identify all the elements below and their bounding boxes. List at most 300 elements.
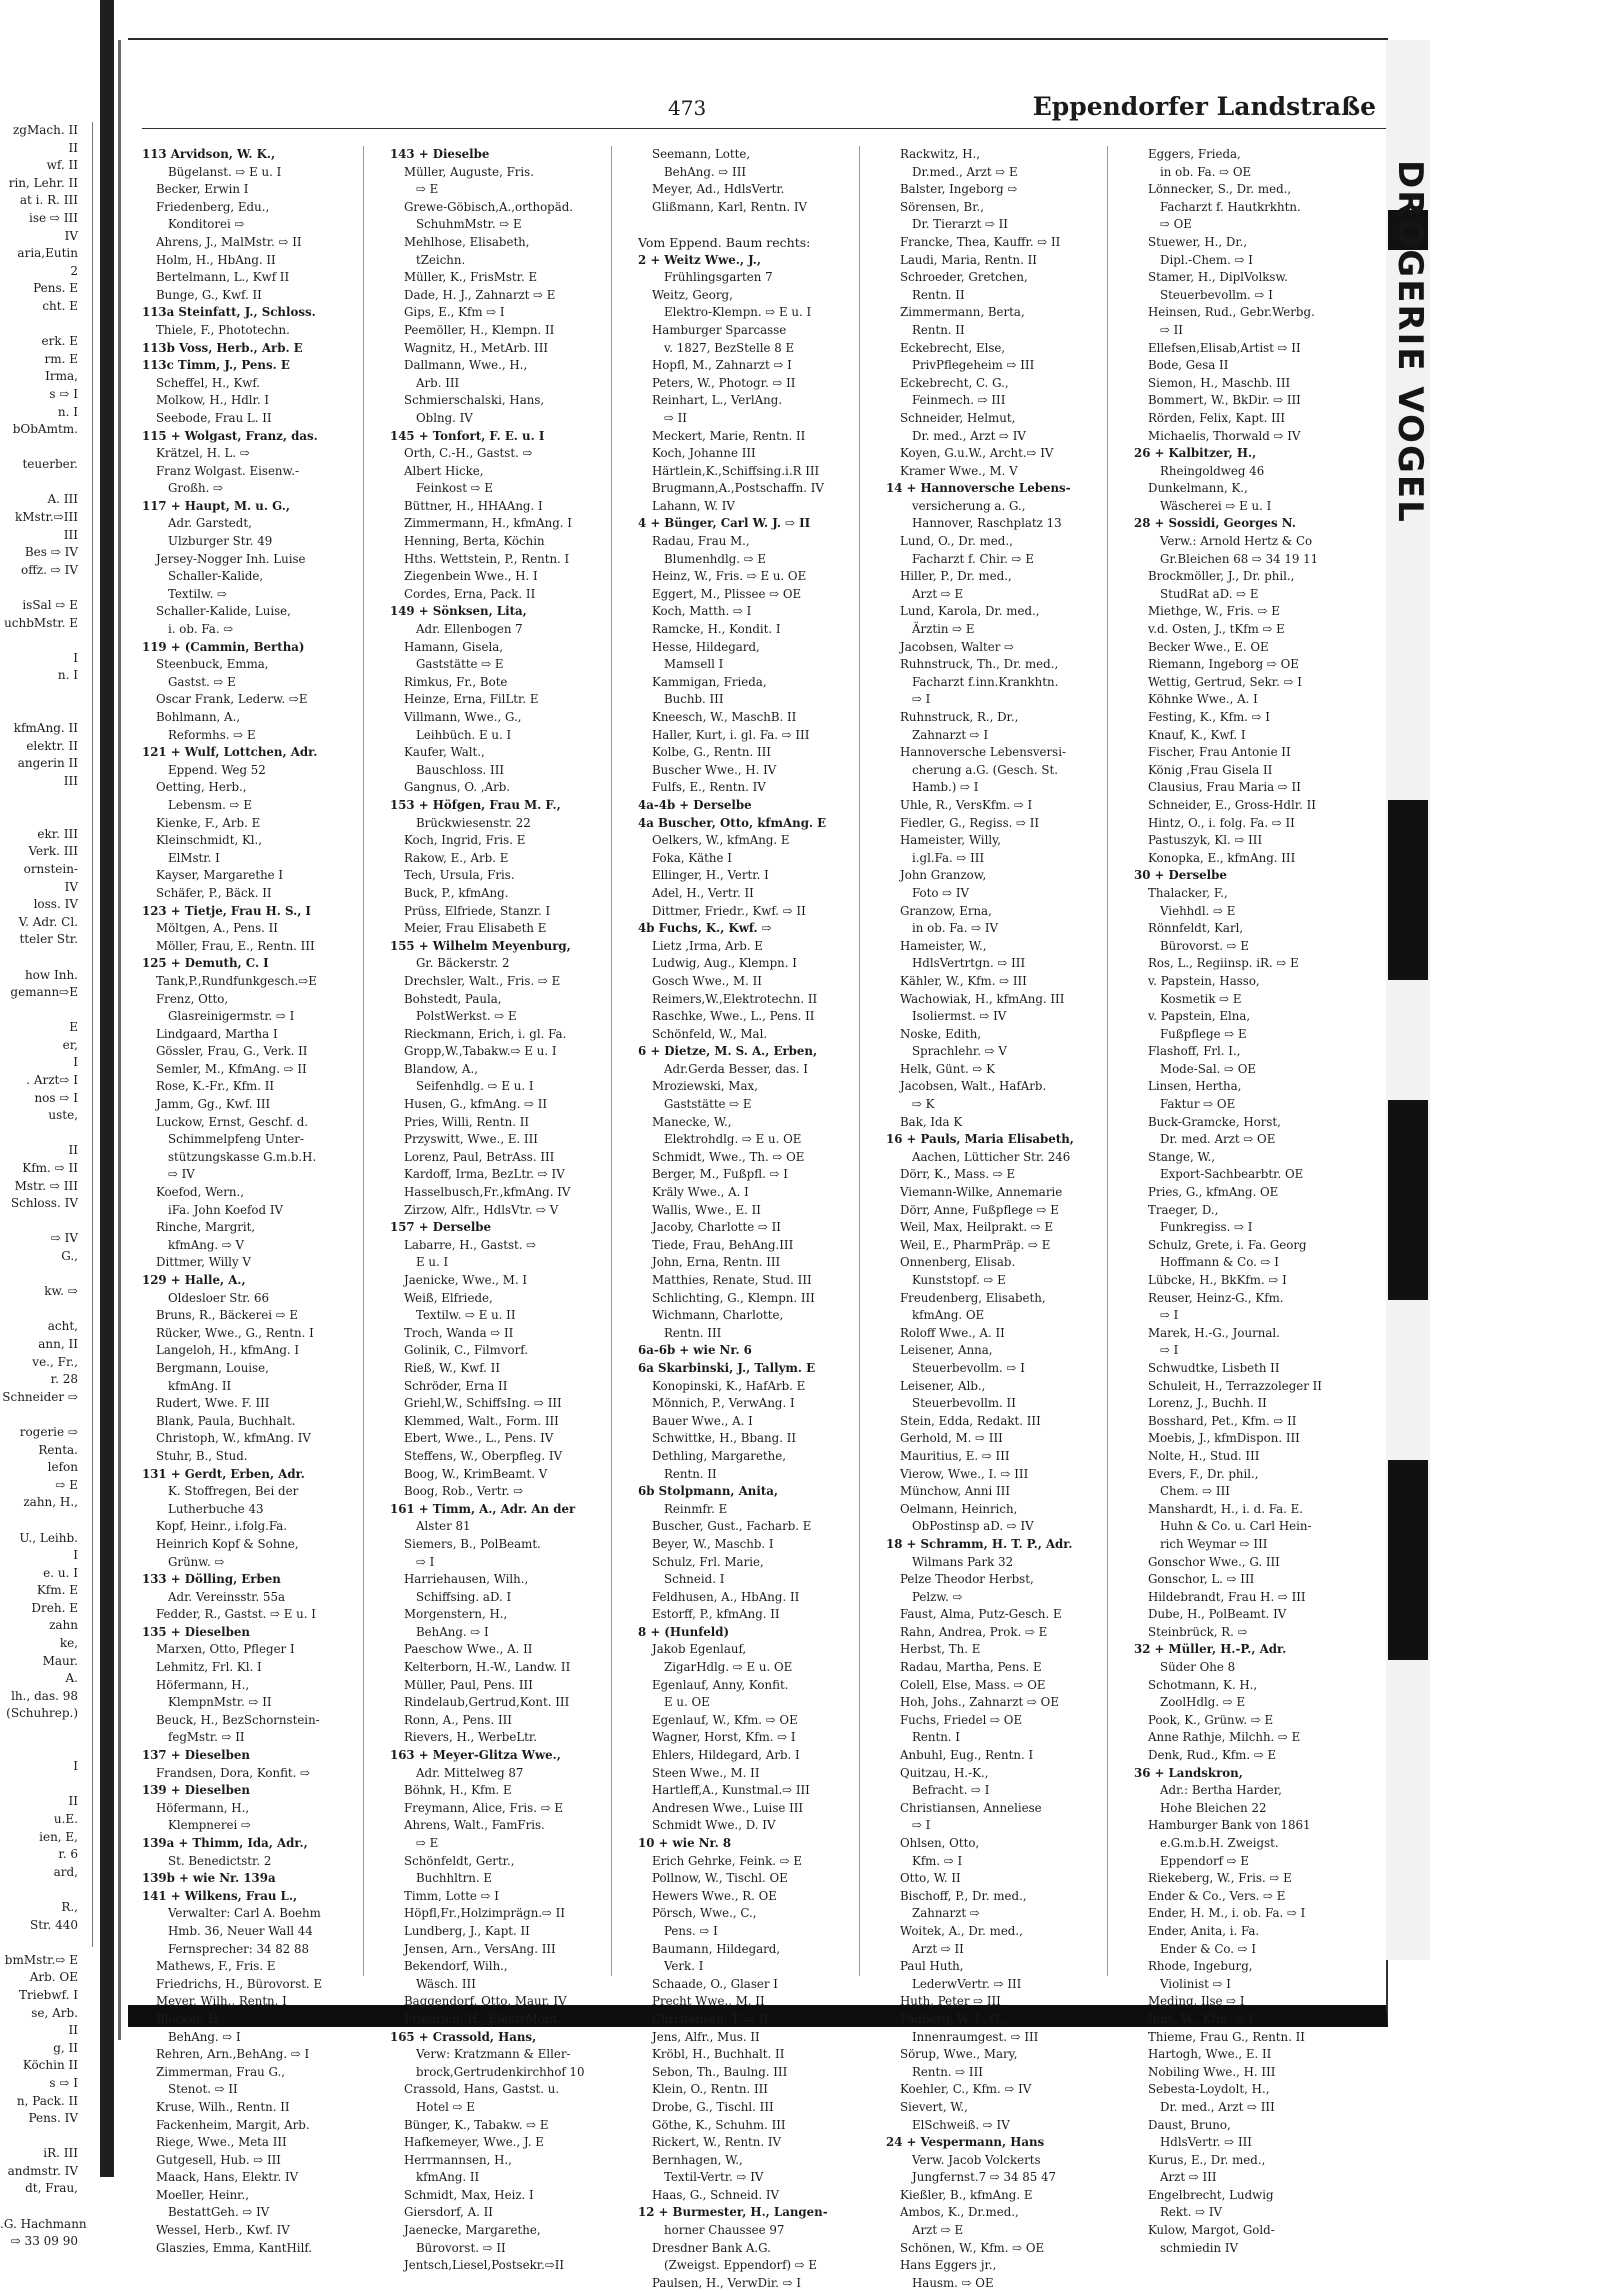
resident-entry: Ärztin ⇨ E xyxy=(912,622,975,637)
facing-page-line: zahn xyxy=(49,1618,78,1633)
facing-page-line: Renta. xyxy=(38,1442,78,1457)
facing-page-line xyxy=(0,1934,92,1952)
resident-entry: Buchhltrn. E xyxy=(416,1871,492,1886)
resident-entry: ⇨ I xyxy=(1160,1343,1179,1358)
house-number-entry: 10 + wie Nr. 8 xyxy=(638,1836,732,1850)
facing-page-line: nos ⇨ I xyxy=(34,1090,78,1105)
resident-entry: Meier, Frau Elisabeth E xyxy=(404,921,547,936)
resident-entry: Freymann, Alice, Fris. ⇨ E xyxy=(404,1800,563,1815)
resident-entry: Meding, Ilse ⇨ I xyxy=(1148,1994,1245,2009)
resident-entry: Andresen Wwe., Luise III xyxy=(652,1800,804,1815)
resident-entry: Schmidt, Max, Heiz. I xyxy=(404,2187,534,2202)
resident-entry: Bauschloss. III xyxy=(416,762,505,777)
resident-entry: Bruns, R., Bäckerei ⇨ E xyxy=(156,1308,299,1323)
resident-entry: Holm, H., HbAng. II xyxy=(156,252,276,267)
resident-entry: K. Stoffregen, Bei der xyxy=(168,1484,299,1499)
resident-entry: Ahrens, J., MalMstr. ⇨ II xyxy=(156,234,302,249)
resident-entry: Viemann-Wilke, Annemarie xyxy=(900,1185,1063,1200)
resident-entry: Moeller, Heinr., xyxy=(156,2187,250,2202)
resident-entry: König ,Frau Gisela II xyxy=(1148,762,1273,777)
resident-entry: Kolbe, G., Rentn. III xyxy=(652,745,771,760)
resident-entry: Langeloh, H., kfmAng. I xyxy=(156,1343,300,1358)
ad-block xyxy=(1388,800,1428,980)
resident-entry: Lundberg, J., Kapt. II xyxy=(404,1923,530,1938)
resident-entry: Uhle, R., VersKfm. ⇨ I xyxy=(900,797,1033,812)
resident-entry: Schroeder, Gretchen, xyxy=(900,270,1028,285)
resident-entry: Wäsch. III xyxy=(416,1976,476,1991)
resident-entry: kfmAng. OE xyxy=(912,1308,985,1323)
resident-entry: Radau, Frau M., xyxy=(652,534,750,549)
resident-entry: ⇨ I xyxy=(1160,1308,1179,1323)
resident-entry: Schuleit, H., Terrazzoleger II xyxy=(1148,1378,1322,1393)
facing-page-line: lefon xyxy=(47,1460,78,1475)
resident-entry: Jensen, Arn., VersAng. III xyxy=(404,1941,556,1956)
resident-entry: Helk, Günt. ⇨ K xyxy=(900,1061,995,1076)
facing-page-line: uste, xyxy=(48,1108,78,1123)
resident-entry: Paulsen, H., VerwDir. ⇨ I xyxy=(652,2275,802,2290)
resident-entry: Anne Rathje, Milchh. ⇨ E xyxy=(1148,1730,1301,1745)
house-number-entry: 14 + Hannoversche Lebens- xyxy=(886,481,1071,496)
resident-entry: Noske, Edith, xyxy=(900,1026,982,1041)
resident-entry: Gips, E., Kfm ⇨ I xyxy=(404,305,505,320)
resident-entry: Gössler, Frau, G., Verk. II xyxy=(156,1044,308,1059)
facing-page-line: I xyxy=(73,650,78,665)
resident-entry: Gastst. ⇨ E xyxy=(168,674,236,689)
resident-entry: Brockmöller, J., Dr. phil., xyxy=(1148,569,1295,584)
facing-page-line: s ⇨ I xyxy=(49,2075,78,2090)
facing-page-line: teuerber. xyxy=(22,457,78,472)
resident-entry: Quitzau, H.-K., xyxy=(900,1765,989,1780)
resident-entry: Jamm, Gg., Kwf. III xyxy=(156,1097,271,1112)
resident-entry: Rehren, Arn.,BehAng. ⇨ I xyxy=(156,2047,310,2062)
house-number-entry: 2 + Weitz Wwe., J., xyxy=(638,252,761,267)
resident-entry: Sebon, Th., Baulng. III xyxy=(652,2064,788,2079)
resident-entry: Dipl.-Chem. ⇨ I xyxy=(1160,252,1253,267)
house-number-entry: 12 + Burmester, H., Langen- xyxy=(638,2205,828,2220)
facing-page-line: kMstr.⇨III xyxy=(14,510,78,525)
resident-entry: Textilw. ⇨ xyxy=(168,586,227,601)
resident-entry: Laudi, Maria, Rentn. II xyxy=(900,252,1037,267)
resident-entry: Höfermann, H., xyxy=(156,1677,250,1692)
resident-entry: Kosmetik ⇨ E xyxy=(1160,991,1242,1006)
house-number-entry: 141 + Wilkens, Frau L., xyxy=(142,1888,298,1903)
resident-entry: Clausius, Frau Maria ⇨ II xyxy=(1148,780,1301,795)
resident-entry: Hausm. ⇨ OE xyxy=(912,2275,994,2290)
resident-entry: Ebert, Wwe., L., Pens. IV xyxy=(404,1431,554,1446)
resident-entry: v. 1827, BezStelle 8 E xyxy=(664,340,795,355)
resident-entry: Bohstedt, Paula, xyxy=(404,991,502,1006)
facing-page-line: ise ⇨ III xyxy=(28,210,78,225)
facing-page-line: n. I xyxy=(57,404,78,419)
resident-entry: Köhnke Wwe., A. I xyxy=(1148,692,1258,707)
resident-entry: Schneider, Helmut, xyxy=(900,410,1016,425)
facing-page-line: r. 6 xyxy=(58,1847,78,1862)
house-number-entry: 137 + Dieselben xyxy=(142,1748,250,1763)
resident-entry: Jakob Egenlauf, xyxy=(652,1642,747,1657)
ad-block xyxy=(1388,1460,1428,1660)
resident-entry: ElSchweiß. ⇨ IV xyxy=(912,2117,1010,2132)
resident-entry: rich Weymar ⇨ III xyxy=(1160,1536,1268,1551)
resident-entry: Pollnow, W., Tischl. OE xyxy=(652,1871,788,1886)
resident-entry: Crassold, Hans, Gastst. u. xyxy=(404,2082,560,2097)
resident-entry: Leisener, Alb., xyxy=(900,1378,986,1393)
facing-page-line: ann, II xyxy=(38,1336,78,1351)
facing-page-line: se, Arb. xyxy=(31,2005,78,2020)
entry-column-4 xyxy=(886,146,1108,2290)
resident-entry: Steuerbevollm. ⇨ I xyxy=(1160,287,1273,302)
resident-entry: Granzow, Erna, xyxy=(900,903,992,918)
resident-entry: Ludwig, Aug., Klempn. I xyxy=(652,956,797,971)
resident-entry: Lund, O., Dr. med., xyxy=(900,534,1013,549)
resident-entry: Lutherbuche 43 xyxy=(168,1501,264,1516)
resident-entry: Hamb.) ⇨ I xyxy=(912,780,979,795)
resident-entry: Marxen, Otto, Pfleger I xyxy=(156,1642,295,1657)
resident-entry: ⇨ K xyxy=(912,1097,935,1112)
resident-entry: Rahn, Andrea, Prok. ⇨ E xyxy=(900,1624,1048,1639)
house-number-entry: 8 + (Hunfeld) xyxy=(638,1624,730,1639)
resident-entry: Jacobsen, Walt., HafArb. xyxy=(900,1079,1047,1094)
resident-entry: Kayser, Margarethe I xyxy=(156,868,284,883)
resident-entry: Dr. med., Arzt ⇨ IV xyxy=(912,428,1026,443)
resident-entry: Glißmann, Karl, Rentn. IV xyxy=(652,199,808,214)
resident-entry: Rentn. I xyxy=(912,1730,960,1745)
resident-entry: Anbuhl, Eug., Rentn. I xyxy=(900,1748,1034,1763)
resident-entry: Sörup, Wwe., Mary, xyxy=(900,2047,1018,2062)
resident-entry: Fuchs, Friedel ⇨ OE xyxy=(900,1712,1023,1727)
resident-entry: Heinze, Erna, FilLtr. E xyxy=(404,692,539,707)
resident-entry: Jentsch,Liesel,Postsekr.⇨II xyxy=(404,2258,565,2273)
facing-page-line: II xyxy=(68,140,78,155)
resident-entry: Jungfernst.7 ⇨ 34 85 47 xyxy=(912,2170,1057,2185)
resident-entry: St. Benedictstr. 2 xyxy=(168,1853,272,1868)
resident-entry: stützungskasse G.m.b.H. xyxy=(168,1149,317,1164)
resident-entry: ⇨ OE xyxy=(1160,217,1192,232)
resident-entry: Viehhdl. ⇨ E xyxy=(1160,903,1236,918)
resident-entry: Huth, Peter ⇨ III xyxy=(900,1994,1001,2009)
resident-entry: Schotmann, K. H., xyxy=(1148,1677,1258,1692)
resident-entry: Nobiling Wwe., H. III xyxy=(1148,2064,1276,2079)
house-number-entry: 121 + Wulf, Lottchen, Adr. xyxy=(142,745,318,760)
facing-page-line: u.E. xyxy=(53,1812,78,1826)
resident-entry: E u. I xyxy=(416,1255,449,1270)
facing-page-line: ve., Fr., xyxy=(32,1354,78,1369)
resident-entry: Husen, G., kfmAng. ⇨ II xyxy=(404,1097,548,1112)
resident-entry: Bunge, G., Kwf. II xyxy=(156,287,262,302)
house-number-entry: 113c Timm, J., Pens. E xyxy=(142,358,290,373)
resident-entry: Kruse, Wilh., Rentn. II xyxy=(156,2099,290,2114)
resident-entry: Hamburger Sparcasse xyxy=(652,322,787,337)
facing-page-line xyxy=(0,949,92,967)
house-number-entry: 153 + Höfgen, Frau M. F., xyxy=(390,797,561,812)
resident-entry: Hesse, Hildegard, xyxy=(652,639,760,654)
resident-entry: i. ob. Fa. ⇨ xyxy=(168,622,234,637)
resident-entry: Drobe, G., Tischl. III xyxy=(652,2099,774,2114)
resident-entry: Dr. med., Arzt ⇨ III xyxy=(1160,2099,1275,2114)
resident-entry: Schönen, W., Kfm. ⇨ OE xyxy=(900,2240,1045,2255)
house-number-entry: 143 + Dieselbe xyxy=(390,147,490,161)
resident-entry: Kießler, B., kfmAng. E xyxy=(900,2187,1033,2202)
resident-entry: Adr.: Bertha Harder, xyxy=(1160,1783,1282,1798)
resident-entry: Konditorei ⇨ xyxy=(168,217,245,232)
resident-entry: Hiller, P., Dr. med., xyxy=(900,569,1012,584)
resident-entry: Schäfer, P., Bäck. II xyxy=(156,885,272,900)
resident-entry: Seemann, Lotte, xyxy=(652,147,751,161)
resident-entry: Pastuszyk, Kl. ⇨ III xyxy=(1148,833,1263,848)
section-heading: Vom Eppend. Baum rechts: xyxy=(638,234,811,250)
resident-entry: Hameister, W., xyxy=(900,938,987,953)
resident-entry: Schneid. I xyxy=(664,1572,725,1587)
resident-entry: Jacoby, Charlotte ⇨ II xyxy=(652,1220,781,1235)
resident-entry: Lebensm. ⇨ E xyxy=(168,797,252,812)
resident-entry: Schlichting, G., Klempn. III xyxy=(652,1290,815,1305)
resident-entry: SchuhmMstr. ⇨ E xyxy=(416,217,522,232)
facing-page-line: . Arzt⇨ I xyxy=(26,1073,78,1088)
house-number-entry: 26 + Kalbitzer, H., xyxy=(1134,446,1257,461)
facing-page-line xyxy=(0,703,92,721)
resident-entry: Blumenhdlg. ⇨ E xyxy=(664,551,767,566)
resident-entry: Bode, Gesa II xyxy=(1148,358,1229,373)
facing-page-line: Verk. III xyxy=(28,844,78,859)
resident-entry: Dunkelmann, K., xyxy=(1148,481,1248,496)
resident-entry: Steuerbevollm. ⇨ I xyxy=(912,1360,1025,1375)
resident-entry: BehAng. ⇨ III xyxy=(664,164,747,179)
resident-entry: Leihbüch. E u. I xyxy=(416,727,512,742)
resident-entry: Friedrichs, H., Bürovorst. E xyxy=(156,1976,323,1991)
resident-entry: Verw. Jacob Volckerts xyxy=(912,2152,1041,2167)
resident-entry: Fischer, Frau Antonie II xyxy=(1148,745,1291,760)
resident-entry: Schmidt Wwe., D. IV xyxy=(652,1818,776,1833)
resident-entry: schmiedin IV xyxy=(1160,2240,1239,2255)
house-number-entry: 4 + Bünger, Carl W. J. ⇨ II xyxy=(638,516,811,531)
facing-page-line: Triebwf. I xyxy=(18,1987,78,2002)
facing-page-line: acht, xyxy=(47,1319,78,1334)
resident-entry: Hamann, Gisela, xyxy=(404,639,504,654)
house-number-entry: 4a-4b + Derselbe xyxy=(638,797,752,812)
resident-entry: Huhn & Co. u. Carl Hein- xyxy=(1160,1519,1312,1534)
resident-entry: Schimmelpfeng Unter- xyxy=(168,1132,304,1147)
resident-entry: Zahnarzt ⇨ xyxy=(912,1906,980,1921)
resident-entry: versicherung a. G., xyxy=(912,498,1026,513)
resident-entry: Kfm. ⇨ I xyxy=(912,1853,963,1868)
resident-entry: Schmidt, Wwe., Th. ⇨ OE xyxy=(652,1149,805,1164)
resident-entry: Kopf, Heinr., i.folg.Fa. xyxy=(156,1519,288,1534)
resident-entry: Manecke, W., xyxy=(652,1114,732,1129)
resident-entry: Konopka, E., kfmAng. III xyxy=(1148,850,1296,865)
resident-entry: HdlsVertr. ⇨ III xyxy=(1160,2135,1252,2150)
resident-entry: Koch, Johanne III xyxy=(652,446,756,461)
resident-entry: Ender & Co. ⇨ I xyxy=(1160,1941,1257,1956)
facing-page-line xyxy=(0,579,92,597)
resident-entry: brock,Gertrudenkirchhof 10 xyxy=(416,2064,585,2079)
resident-entry: Steffens, W., Oberpfleg. IV xyxy=(404,1448,563,1463)
resident-entry: KlempnMstr. ⇨ II xyxy=(168,1695,272,1710)
resident-entry: Riege, Wwe., Meta III xyxy=(156,2135,287,2150)
resident-entry: Golinik, C., Filmvorf. xyxy=(404,1343,528,1358)
resident-entry: Meyer, Wilh., Rentn. I xyxy=(156,1994,287,2009)
resident-entry: ⇨ IV xyxy=(168,1167,195,1182)
resident-entry: Elektro-Klempn. ⇨ E u. I xyxy=(664,305,812,320)
resident-entry: Koch, Ingrid, Fris. E xyxy=(404,833,526,848)
resident-entry: Kähler, W., Kfm. ⇨ III xyxy=(900,973,1027,988)
resident-entry: Paeschow Wwe., A. II xyxy=(404,1642,533,1657)
resident-entry: Bohlmann, A., xyxy=(156,710,241,724)
resident-entry: Thieme, Frau G., Rentn. II xyxy=(1148,2029,1305,2044)
resident-entry: Pens. ⇨ I xyxy=(664,1923,718,1938)
facing-page-line: IV xyxy=(64,228,78,243)
facing-page-line: isSal ⇨ E xyxy=(22,598,78,613)
resident-entry: Koch, Matth. ⇨ I xyxy=(652,604,752,619)
resident-entry: Lahann, W. IV xyxy=(652,498,735,513)
resident-entry: Engelbrecht, Ludwig xyxy=(1148,2187,1274,2202)
facing-page-line xyxy=(0,2198,92,2216)
resident-entry: Wettig, Gertrud, Sekr. ⇨ I xyxy=(1148,674,1302,689)
resident-entry: Hannoversche Lebensversi- xyxy=(900,745,1066,760)
facing-page-line xyxy=(0,1301,92,1319)
resident-entry: Wäscherei ⇨ E u. I xyxy=(1160,498,1272,513)
resident-entry: Estorff, P., kfmAng. II xyxy=(652,1607,780,1622)
facing-page-line: ard, xyxy=(53,1864,78,1879)
resident-entry: Büttner, H., HHAAng. I xyxy=(404,498,543,513)
resident-entry: Foto ⇨ IV xyxy=(912,885,970,900)
resident-entry: Roloff Wwe., A. II xyxy=(900,1325,1005,1340)
resident-entry: ⇨ I xyxy=(912,692,931,707)
resident-entry: Becker, Erwin I xyxy=(156,182,249,197)
facing-page-line: iR. III xyxy=(43,2146,78,2161)
facing-page-line xyxy=(0,1002,92,1020)
resident-entry: Lindgaard, Martha I xyxy=(156,1026,278,1041)
resident-entry: Stein, Edda, Redakt. III xyxy=(900,1413,1041,1428)
facing-page-line: II xyxy=(68,1143,78,1158)
resident-entry: Elektrohdlg. ⇨ E u. OE xyxy=(664,1132,802,1147)
resident-entry: Mehlhose, Elisabeth, xyxy=(404,234,530,249)
resident-entry: Brugmann,A.,Postschaffn. IV xyxy=(652,481,824,496)
resident-entry: Bauer Wwe., A. I xyxy=(652,1413,753,1428)
resident-entry: LederwVertr. ⇨ III xyxy=(912,1976,1022,1991)
resident-entry: Peemöller, H., Klempn. II xyxy=(404,322,555,337)
resident-entry: Kienke, F., Arb. E xyxy=(156,815,261,830)
resident-entry: Klempnerei ⇨ xyxy=(168,1818,251,1833)
resident-entry: Schönfeld, W., Mal. xyxy=(652,1026,768,1041)
resident-entry: Daust, Bruno, xyxy=(1148,2117,1231,2132)
resident-entry: Rörden, Felix, Kapt. III xyxy=(1148,410,1286,425)
resident-entry: Festing, K., Kfm. ⇨ I xyxy=(1148,710,1270,724)
resident-entry: Ender, H. M., i. ob. Fa. ⇨ I xyxy=(1148,1906,1306,1921)
resident-entry: Meyer, Ad., HdlsVertr. xyxy=(652,182,785,197)
resident-entry: Drechsler, Walt., Fris. ⇨ E xyxy=(404,973,561,988)
facing-page-line xyxy=(0,1406,92,1424)
facing-page-line: erk. E xyxy=(41,334,78,349)
resident-entry: Frandsen, Dora, Konfit. ⇨ xyxy=(156,1765,311,1780)
header-rule xyxy=(142,128,1386,129)
resident-entry: Kurus, E., Dr. med., xyxy=(1148,2152,1266,2167)
facing-page-line: I xyxy=(73,1759,78,1774)
resident-entry: Rose, K.-Fr., Kfm. II xyxy=(156,1079,275,1094)
resident-entry: Glasreinigermstr. ⇨ I xyxy=(168,1009,295,1024)
house-number-entry: 149 + Sönksen, Lita, xyxy=(390,604,527,619)
facing-page-line: gemann⇨E xyxy=(10,985,78,1000)
resident-entry: Müller, K., FrisMstr. E xyxy=(404,270,538,285)
resident-entry: Wagner, Horst, Kfm. ⇨ I xyxy=(652,1730,796,1745)
resident-entry: Leisener, Anna, xyxy=(900,1343,993,1358)
resident-entry: Riekeberg, W., Fris. ⇨ E xyxy=(1148,1871,1292,1886)
resident-entry: Fulfs, E., Rentn. IV xyxy=(652,780,766,795)
house-number-entry: 16 + Pauls, Maria Elisabeth, xyxy=(886,1132,1074,1147)
resident-entry: Ros, L., Regiinsp. iR. ⇨ E xyxy=(1148,956,1299,971)
house-number-entry: 32 + Müller, H.-P., Adr. xyxy=(1134,1642,1287,1657)
resident-entry: Riemann, Ingeborg ⇨ OE xyxy=(1148,657,1299,672)
resident-entry: Adr. Mittelweg 87 xyxy=(416,1765,524,1780)
resident-entry: Klein, O., Rentn. III xyxy=(652,2082,768,2097)
facing-page-line: rogerie ⇨ xyxy=(19,1424,78,1439)
resident-entry: Bügelanst. ⇨ E u. I xyxy=(168,164,282,179)
resident-entry: Reformhs. ⇨ E xyxy=(168,727,256,742)
house-number-entry: 4b Fuchs, K., Kwf. ⇨ xyxy=(638,921,772,936)
facing-page-line: bmMstr.⇨ E xyxy=(4,1952,78,1967)
resident-entry: Cordes, Erna, Pack. II xyxy=(404,586,536,601)
resident-entry: Rindelaub,Gertrud,Kont. III xyxy=(404,1695,570,1710)
entry-column-1 xyxy=(142,146,364,2255)
resident-entry: Ohlsen, Otto, xyxy=(900,1836,980,1850)
resident-entry: Friedenberg, Edu., xyxy=(156,199,270,214)
resident-entry: Kneesch, W., MaschB. II xyxy=(652,710,797,724)
resident-entry: Fußpflege ⇨ E xyxy=(1160,1026,1247,1041)
resident-entry: Faktur ⇨ OE xyxy=(1160,1097,1236,1112)
resident-entry: Rönnfeldt, Karl, xyxy=(1148,921,1244,936)
resident-entry: Semler, M., KfmAng. ⇨ II xyxy=(156,1061,307,1076)
house-number-entry: 139 + Dieselben xyxy=(142,1783,250,1798)
resident-entry: Weitz, Georg, xyxy=(652,287,733,302)
resident-entry: Arzt ⇨ E xyxy=(912,2223,964,2238)
resident-entry: v. Papstein, Hasso, xyxy=(1148,973,1260,988)
facing-page-line xyxy=(0,2128,92,2146)
resident-entry: Hoffmann & Co. ⇨ I xyxy=(1160,1255,1279,1270)
resident-entry: Oelmann, Heinrich, xyxy=(900,1501,1018,1516)
resident-entry: Blank, Paula, Buchhalt. xyxy=(156,1413,296,1428)
resident-entry: kfmAng. II xyxy=(168,1378,232,1393)
resident-entry: Beuck, H., BezSchornstein- xyxy=(156,1712,320,1727)
resident-entry: Marek, H.-G., Journal. xyxy=(1148,1325,1280,1340)
resident-entry: Kramer Wwe., M. V xyxy=(900,463,1018,478)
resident-entry: Heinz, W., Fris. ⇨ E u. OE xyxy=(652,569,807,584)
resident-entry: Steinbrück, R. ⇨ xyxy=(1148,1624,1248,1639)
facing-page-line: r. 28 xyxy=(50,1372,78,1387)
resident-entry: Stuhr, B., Stud. xyxy=(156,1448,248,1463)
resident-entry: Dade, H. J., Zahnarzt ⇨ E xyxy=(404,287,556,302)
resident-entry: Weiß, Elfriede, xyxy=(404,1290,493,1305)
resident-entry: Höpfl,Fr.,Holzimprägn.⇨ II xyxy=(404,1906,566,1921)
book-spine-edge xyxy=(118,40,121,2040)
resident-entry: Padberg, W. L. G., xyxy=(900,2011,1007,2026)
resident-entry: Verw.: Arnold Hertz & Co xyxy=(1160,534,1313,549)
resident-entry: Ruhnstruck, Th., Dr. med., xyxy=(900,657,1059,672)
facing-page-line: Köchin II xyxy=(22,2058,78,2073)
facing-page-line: ⇨ E xyxy=(55,1477,78,1492)
resident-entry: Hartleff,A., Kunstmal.⇨ III xyxy=(652,1783,810,1798)
resident-entry: Faust, Alma, Putz-Gesch. E xyxy=(900,1607,1062,1622)
resident-entry: Woitek, A., Dr. med., xyxy=(900,1923,1023,1938)
resident-entry: Otto, W. II xyxy=(900,1871,961,1886)
house-number-entry: 155 + Wilhelm Meyenburg, xyxy=(390,938,571,953)
resident-entry: v.d. Osten, J., tKfm ⇨ E xyxy=(1148,622,1285,637)
facing-page-line xyxy=(0,791,92,809)
facing-page-line: er, xyxy=(62,1037,78,1052)
resident-entry: Mauritius, E. ⇨ III xyxy=(900,1448,1010,1463)
resident-entry: Przyswitt, Wwe., E. III xyxy=(404,1132,538,1147)
page-number: 473 xyxy=(668,96,707,120)
resident-entry: Lorenz, Paul, BetrAss. III xyxy=(404,1149,555,1164)
resident-entry: Buck-Gramcke, Horst, xyxy=(1148,1114,1281,1129)
resident-entry: Höfermann, H., xyxy=(156,1800,250,1815)
